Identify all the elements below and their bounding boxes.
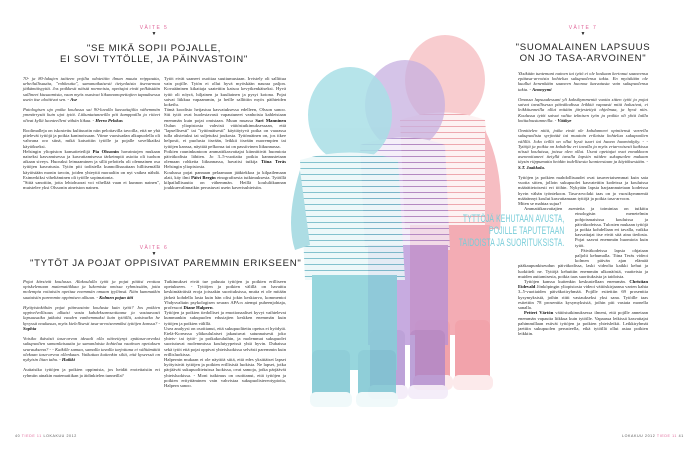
highlighted-name: Petteri Värtön bbox=[524, 310, 554, 316]
paragraph-text: Yksikään tuntemani nainen tai tyttö ei ole koskaan kertonut saaneensa epätasa-arvoista kohtelua sukupuolensa takia. En myöskään ole kuullut kenenkään saaneen huonoa kasvatusta vain sukupuolensa takia. - bbox=[518, 71, 648, 92]
paragraph-text: havaintojen mukaan naiseksi kasvamisessa ja kasvattamisessa tärkeimpiä asioita oli tuohon aikaan siveys. Huoraksi leimaaminen ja sillä pelottelu oli olennainen osa tyttöjen kasvatusta. Tytön piti todistella kunnollisuuttaan hillitsemällä käytöstään monin tavoin, joiden yhteyttä moraaliin on nyt vaikea nähdä. Esimerkiksi viheltäminen oli tytölle sopimatonta. bbox=[23, 148, 160, 180]
paragraph-text: Tyttöjen ja poikien mahdollisuudet ovat tasavertaisemmat kuin sata vuotta sitten, jolloin sukupuolet kasvatettiin kodeissa ja kouluissa määrätietoisesti eri töihin. Nykyään lapsia harjaannutetaan kodeissa hyvin vähän työntekoon. Tasa-arvolaki taas on jo vuosikymmeniä määrännyt koulut kasvattamaan tyttöjä ja poikia tasa-arvoon. bbox=[518, 175, 648, 201]
right-page-footer bbox=[622, 434, 684, 438]
paragraph-text: Voisiko ikävästi tasa-arvon ideaali olla näivettynyt epätasa-arvoksi sukupuolten samanlaisuutta ja samanlaista kohtelua vaativan opetuksen seurauksena? - - Kaikille samaa, samalla tavalla tarjottuna ei välttämättä olekaan tasa-arvoa ollenkaan. Vaikuttaa kuitenkin siltä, että kyseessä on nykyisin liian tabu. - bbox=[23, 336, 160, 363]
body-paragraph bbox=[23, 149, 160, 180]
paragraph-text: Halpernin mukaan ei ole näyttöä siitä, että edes yksittäiset lapset hyötyisivät tyttöjen ja poikien erillisistä luokista. Ne lapset, jotka pärjäävät sukupuolitetuissa luokissa, ovat samoja, jotka pärjäävät yhteisluokissa. - Moni tutkimus on osoittanut, että tyttöjen ja poikien erityttäminen vain vahvistaa sukupuolistereotypioita, Halpern sanoo. bbox=[164, 357, 286, 389]
paragraph-text: Tytöt eivät saaneet osoittaa suuttumustaan. Irvistely oli sallittua vain pojille. Tytön ei ollut hyvä myöskään nauraa paljon. Kovaääninen kikattaja saatettiin katsoa kevytkenkäiseksi. Hyvä tyttö oli nöyrä, hiljainen ja kuuliainen ja pysyi kotona. Pojat saivat liikkua vapaammin, ja heille sallittiin myös päihteiden kokeilu. bbox=[164, 76, 286, 108]
claim7-title-line2: ON JO TASA-ARVOINEN" bbox=[519, 52, 647, 64]
highlighted-name: Diane Halpern bbox=[183, 305, 213, 311]
highlighted-name: S.T. Jaakkola. bbox=[518, 164, 545, 170]
body-paragraph bbox=[518, 310, 648, 336]
body-paragraph bbox=[164, 326, 286, 357]
paragraph-text: Helsingin yliopistosta. bbox=[164, 164, 206, 170]
body-paragraph bbox=[23, 367, 160, 377]
reader-comment bbox=[23, 76, 160, 102]
claim7-title-line1: "SUOMALAINEN LAPSUUS bbox=[515, 42, 651, 53]
triangle-down-icon: ▼ bbox=[151, 252, 157, 257]
paragraph-text: Tyttöjen ja poikien tiedolliset ja emotionaaliset kyvyt vaihtelevat kummankin sukupuolen edustajien keskken enemmän kuin tyttöjen ja poikien välillä. bbox=[164, 310, 286, 326]
paragraph-text: Päiväkodeissa lapsia ohjataan paljolti kehumalla. Tiina Teräs videoi kolmen päivän ajan elämää pääkaupunkiseudun päiväkodissa, laski videolta kaikki kehut ja luokitteli ne. Tyttöjä kehuttiin enemmän ulkonäöstä, vaatteista ja muiden auttamisesta, poikia taas suorituksista ja taidoista. bbox=[518, 247, 648, 279]
pull-quote-line3: TAIDOISTA JA SUORITUKSISTA. bbox=[458, 237, 564, 250]
reader-comment bbox=[23, 336, 160, 362]
highlighted-name: Haikki bbox=[61, 357, 75, 363]
pull-quote bbox=[458, 213, 564, 249]
paragraph-text: Tämä koodisto heijastuu kasvatuksessa edelleen, Olsson sanoo. Siti tytöt ovat huolestavasti vapautuneet vanhoista kahleistaan enemmän kuin pojat omistaan. Muun muassa bbox=[164, 107, 286, 123]
claim5-column-2 bbox=[164, 76, 286, 190]
highlighted-name: Vääkye bbox=[557, 117, 572, 123]
issue-date: LOKAKUU 2012 bbox=[622, 434, 656, 438]
paragraph-text: Patologisen ujo poika koulussa sai 90-luvulla kasvattajilta vähemmän ymmärrystä kuin ujot tytöt. Liikuntatunneilla piti kamppailla ja riiteet olivat kyllä luonteelleni vähän liikaa. - bbox=[23, 107, 160, 123]
claim6-kicker: VÄITE 6 bbox=[139, 245, 169, 251]
body-paragraph bbox=[518, 279, 648, 310]
highlighted-name: Pia Olssonin bbox=[92, 148, 119, 154]
paragraph-text: Hyötyisinköhän pojat päinvastoin koulusta kuin tytöt? Jos poikien oppivelvollisuus alkaisi vasta kahdeksanvuotiaana ja vastaavasti lapsuusaika jatkuisi vuoden vanhemmaksi kuin tytöillä, saisivatko he kyvyssä noukasua, myös kielellisesti tasa-arvoisemmiksi tyttöjen kanssa? - bbox=[23, 305, 160, 326]
paragraph-text: Koulussa pojat pannaan pelaamaan jääkiekkoa ja kilpailemaan alati, käy ilmi bbox=[164, 169, 286, 180]
paragraph-text: etnografisesta tutkimuksesta. Tytöillä kilpailullisuutta on vähemmän. Heillä koululiikunnan joukkuevalinnatkin perustuvat usein kaverisuhteisiin. bbox=[164, 174, 286, 191]
highlighted-name: Ase bbox=[70, 96, 78, 102]
body-paragraph bbox=[164, 107, 286, 149]
highlighted-name: Anonyymi bbox=[532, 86, 552, 92]
wrap-paragraph-first-line: Ammattikasvattajien asenteita ja toimintaa on tutkittu bbox=[524, 206, 648, 212]
reader-comment bbox=[23, 305, 160, 331]
claim5-title-line2: EI SOVI TYTÖLLE, JA PÄINVASTOIN" bbox=[60, 53, 248, 65]
body-paragraph bbox=[164, 357, 286, 388]
paragraph-text: Usea analyysi on osoittanut, että sukupuolitettu opetus ei hyödytä. Etelä-Koreassa yläkoululaiset jakautuvat satunnaisesti joko yhteis- tai tyttö- ja poikakouluihin, ja molemmat sukupuolet suoriutuvat molemmissa koulutyypeissä yhtä hyvin. Dubaissa sekä tytöt että pojat oppivat yhteisluokissa selvästi paremmin kuin erillisluokissa. bbox=[164, 325, 286, 357]
body-paragraph bbox=[164, 170, 286, 191]
paragraph-text: "Siitä sanottiin, jotta lehtohuorat voi vihellää vaan ei kunnon nainen", muistelee yksi Olssonin aineiston nainen. bbox=[23, 180, 160, 191]
paragraph-text: Oulun yliopistosta vahvisti väitöstutkimuksessaan, että "lapsellisesti" tai "tyttömäisesti" käyttäytyvä poika on vaarassa tulla alistetuksi tai suljetuksi joukosta. Tyttömäinen on, jos itkee helposti, ei puolusta itseään, leikkii itseään nuorempien tai tyttöjen kanssa, näyttää pelkonsa tai on passiivinen liikunnassa. bbox=[164, 122, 286, 149]
wrap-paragraph-text: etnologisin menetelmin pohjoismaisissa kouluissa ja päiväkodeissa. Tulosten mukaan tyttöjä ja poikia kohdellaan eri tavalla, vaikka kasvattajat itse eivät sitä aina tiedosta. Pojat saavat enemmän huomiota kuin tytöt. bbox=[575, 211, 648, 248]
magazine-brand: TIEDE 11 bbox=[21, 434, 42, 438]
paragraph-text: Tutkimukset eivät tue paluuta tyttöjen ja poikien erilliseen opetukseen. - Tyttöjen ja poikien välillä on havaittu keskimääräisiä eroja joissakin suorituksissa, mutta ei ole mitään järkeä kohdella lasta kuin hän olisi jokin keskiarvo, kommentoi Yhdysvaltain psykologisen seuran APA:n aiempi puheenjohtaja, professori bbox=[164, 279, 286, 311]
body-paragraph bbox=[23, 128, 160, 149]
paragraph-text: väitöstutkimuksessa ilmeni, että pojille annetaan enemmän vapautta liikkua kuin tytöille. Vapaassa leikissä kasvattajat pahimmillaan estivät tyttöjen ja poikien yhteisleikit. Leikkiryhmät jaettiin sukupuolen perusteella, eikä tytöillä ollut asiaa poikien leikkiin. bbox=[518, 310, 648, 337]
claim7-intro bbox=[518, 71, 648, 206]
claim7-title bbox=[508, 43, 658, 64]
claim5-kicker: VÄITE 5 bbox=[139, 25, 169, 31]
highlighted-name: Herra Pelokas bbox=[95, 117, 123, 123]
highlighted-name: Kolmen pojan äiti bbox=[99, 294, 134, 300]
pull-quote-space bbox=[458, 211, 575, 258]
paragraph-text: Omassa lapsuudessani yli kaksikymmentä vuotta sitten tytöt ja pojat saivat tavallisessa päiväkodissa leikkiä vapaasti mitä halusivat, ei leikkitunneilla ollut mitään järjestettyä ohjelmaa, ja hyvä niin. Koulussa tytöt saivat valita teknisen työn ja poikia oli yhtä lailla kotitaloustunneilla. - bbox=[518, 97, 648, 123]
body-paragraph bbox=[164, 149, 286, 170]
claim6-title: "TYTÖT JA POJAT OPPISIVAT PAREMMIN ERIKSEEN" bbox=[30, 258, 302, 269]
paragraph-text: Jönköpingin yliopistosta videoi väitöskirjaansa varten kahta 3–5-vuotiaiden päiväkotiryhmää. Pojille esitettiin 69 prosenttia kysymyksistä, joihin riitti vastaukseksi yksi sana. Tytöille taas esitettiin 78 prosenttia kysymyksistä, joihin piti vastata monella sanalla. bbox=[518, 284, 648, 311]
triangle-down-icon: ▼ bbox=[151, 32, 157, 37]
reader-comment bbox=[23, 107, 160, 123]
reader-comment bbox=[518, 71, 648, 92]
reader-comment bbox=[518, 97, 648, 123]
child-blue bbox=[291, 67, 405, 407]
paragraph-text: Pojat kärsivät koulussa. Alakoululla tytöt ja pojat pitäisi erottaa opiskelemaan matematiikkaa ja lukemista omissa ryhmissään, jotta molempia voitaisiin opettaa enemmän omaan tyyliinsä. Näin kummatkin saataisiin paremmin oppimisen alkuun. - bbox=[23, 279, 160, 300]
paragraph-text: Poikien rauninkuntoon ammattikasvattajat kiinnittivät huomiota päiväkodista lähtien. Jo 3–5-vuotiaita poikia kannustetaan olemaan rohkeita liikunnassa, havaitsi tutkija bbox=[164, 148, 286, 165]
reader-comment bbox=[23, 279, 160, 300]
claim7-column bbox=[458, 71, 648, 337]
body-paragraph bbox=[164, 279, 286, 310]
paragraph-text: 70- ja 80-lukujen taitteen pojilta odotettiin ilman muuta reippautta, urheilullisuutta, "rohkeutta", samanaikaisesti tietynlaista itsevarmaa jätkämäisyyttä. Jos poikkesit näistä normeista, opettajat eivät pelkästään sallineet kiusaamista, vaan myös osasivat liikunnanopettajien tapauksessa usein itse aloittivat sen. - bbox=[23, 76, 160, 102]
page-number: 40 bbox=[15, 434, 21, 438]
paragraph-text: Helsingin yliopiston kansatieteilijä bbox=[23, 148, 93, 154]
body-paragraph bbox=[164, 310, 286, 326]
magazine-brand: TIEDE 11 bbox=[656, 434, 678, 438]
claim6-column-1 bbox=[23, 279, 160, 378]
paragraph-text: Tyttöjen kanssa kuitenkin keskustellaan enemmän. bbox=[524, 279, 630, 285]
pull-quote-line1: TYTTÖJÄ KEHUTAAN AVUSTA, bbox=[462, 213, 564, 226]
left-page-footer bbox=[15, 434, 77, 438]
paragraph-text: Miten se mahtaa sujua? bbox=[518, 201, 562, 207]
highlighted-name: Christian Eidevald bbox=[518, 279, 648, 290]
page-number: 41 bbox=[678, 434, 684, 438]
highlighted-name: Sari Manninen bbox=[255, 117, 286, 123]
pull-quote-line2: POJILLE TAPUTETAAN bbox=[488, 225, 564, 238]
claim7-kicker: VÄITE 7 bbox=[568, 25, 598, 31]
wrap-paragraph bbox=[458, 211, 648, 250]
paragraph-text: Auttaisiko tyttöjen ja poikien oppimista, jos heidät erotettaisiin eri ryhmiin ainakin matematiikan ja äidinkielen tunneilla? bbox=[23, 367, 160, 378]
claim6-column-2 bbox=[164, 279, 286, 388]
body-paragraph bbox=[23, 180, 160, 190]
reader-comment bbox=[518, 128, 648, 170]
triangle-down-icon: ▼ bbox=[580, 32, 586, 37]
highlighted-name: Päivi Bergin bbox=[191, 174, 216, 180]
claim5-column-1 bbox=[23, 76, 160, 190]
issue-date: LOKAKUU 2012 bbox=[43, 434, 77, 438]
paragraph-text: Roolimalleja on iskostettu kulttuuriin niin pelottavilla tavoilla, että ne yhä pitelevät tyttöjä ja poikia kaninoissaan. Viime vuosisadan alkupuolella oli vahvana oro siinä, mikä katsottiin tytölle ja pojalle sovelikaiksi käytökseksi. bbox=[23, 128, 160, 149]
highlighted-name: Tiina Teräs bbox=[261, 159, 286, 165]
body-paragraph bbox=[518, 175, 648, 201]
claim5-title bbox=[54, 44, 254, 65]
claim5-title-line1: "SE MIKÄ SOPII POJALLE, bbox=[86, 43, 222, 54]
claim7-body bbox=[518, 248, 648, 336]
highlighted-name: Sophia bbox=[23, 325, 37, 331]
paragraph-text: . bbox=[212, 305, 214, 311]
body-paragraph bbox=[164, 76, 286, 107]
paragraph-text: Onnittelen niitä, jotka eivät ole kohdanneet opintiensä varrella sukupuolista syrjintää tai muutoin erilaista kohtelua sukupuolten välillä. Joko teillä on ollut hyvä tuuri tai huono huomiokyky. - - Tyttöjä ja poikia on kohdeltu eri tavalla ja myös eriarvoisesti kaikissa niissä kouluissa, joissa olen ollut. Useat opettajat ovat ennakkoon asennoituneet tietyllä tavalla lapsiin näiden sukupuolen mukaan täysin riippumatta heidän todellisesta luonteestaan ja käytöksestään. - bbox=[518, 128, 648, 165]
